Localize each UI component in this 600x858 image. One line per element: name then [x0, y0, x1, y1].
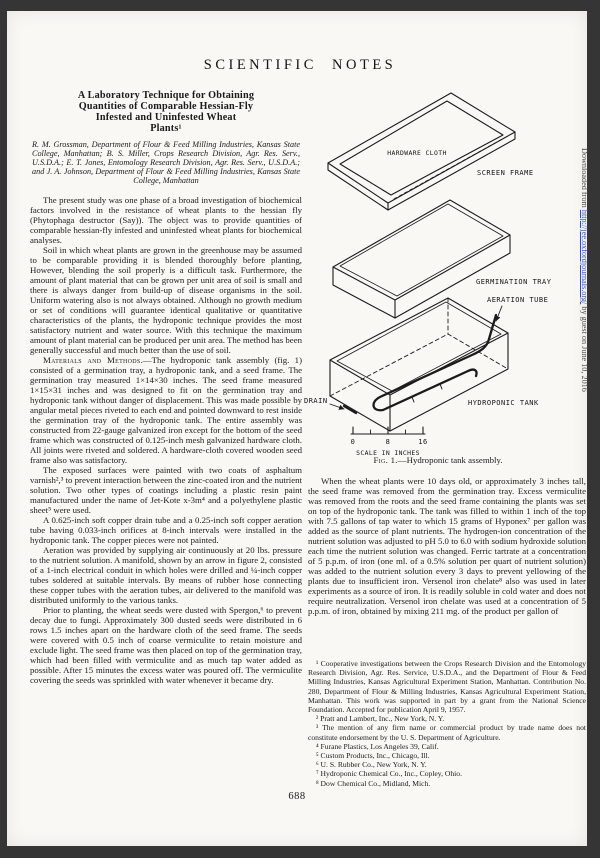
paragraph-planting: Prior to planting, the wheat seeds were dusted with Spergon,⁶ to prevent decay due to fungi. Approximately 300 dusted seeds were distributed in 6 rows 1.5 inches apart on the hardware cloth of the seed frame. The seeds were covered with 0.5 inch of coarse vermiculite to retain moisture and exclude light. The seed frame was then placed on top of the germination tray, which had been filled with vermiculite and as much tap water added as possible. After 15 minutes the excess water was poured off. The vermiculite covering the seeds was sprinkled with water whenever it became dry. — [30, 604, 302, 685]
screen-frame-label: SCREEN FRAME — [477, 169, 534, 177]
footnote: ¹ Cooperative investigations between the Crops Research Division and the Entomology Research Division, Agr. Res. Service, U.S.D.A., and the Department of Flour & Feed Milling Industries, Kansas Agricultural Experiment Station, Manhattan. Contribution No. 280, Department of Flour & Milling Industries, Kansas Agricultural Experiment Station, Manhattan. This work was supported in part by a grant from the National Science Foundation. Accepted for publication April 9, 1957. — [308, 659, 586, 715]
paragraph-intro: The present study was one phase of a broad investigation of biochemical factors involved in the resistance of wheat plants to the hessian fly (Phytophaga destructor (Say)). The object was to provide quantities of comparable hessian-fly infested and uninfested wheat plants for biochemical analyses. — [30, 194, 302, 245]
author-block: R. M. Grossman, Department of Flour & Feed Milling Industries, Kansas State College, Manhattan; B. S. Miller, Crops Research Division, Agr. Res. Serv., U.S.D.A.; E. T. Jones, Entomology Research Division, Agr. Res. Serv., U.S.D.A.; and J. A. Johnson, Department of Flour & Feed Milling Industries, Kansas State College, Manhattan — [32, 140, 300, 185]
hydroponic-tank-drawing — [304, 296, 548, 431]
footnote: ³ The mention of any firm name or commercial product by trade name does not constitute endorsement by the U. S. Department of Agriculture. — [308, 723, 586, 742]
footnote: ² Pratt and Lambert, Inc., New York, N. Y. — [316, 714, 445, 724]
scale-tick-16: 16 — [418, 438, 428, 446]
footnote: ⁸ Dow Chemical Co., Midland, Mich. — [316, 778, 431, 788]
figure-caption-text: —Hydroponic tank assembly. — [397, 455, 503, 465]
paragraph-coatings: The exposed surfaces were painted with two coats of asphaltum varnish²,³ to prevent interaction between the zinc-coated iron and the nutrient solution. Two other types of coatings including a plastic resin paint manufactured under the name of Jet-Kote x-3m⁴ and a polyethylene plastic sheet⁵ were used. — [30, 464, 302, 515]
scale-bar — [351, 427, 428, 457]
scale-in-inches-label: SCALE IN INCHES — [356, 449, 420, 457]
download-watermark — [577, 148, 589, 562]
page-number: 688 — [288, 791, 306, 802]
footnotes-block — [308, 659, 586, 788]
paragraph-aeration: Aeration was provided by supplying air continuously at 20 lbs. pressure to the nutrient solution. A manifold, shown by an arrow in figure 2, consisted of a 1-inch electrical conduit in which holes were drilled and ¼-inch copper tubes soldered at suitable intervals. By means of rubber hose connecting these copper tubes with the aeration tubes, air delivered to the manifold was distributed uniformly to the various tanks. — [30, 544, 302, 605]
screen-frame-drawing — [328, 93, 534, 210]
watermark-prefix: Downloaded from — [580, 148, 589, 210]
title-line: A Laboratory Technique for Obtaining — [77, 90, 255, 101]
scale-tick-8: 8 — [385, 438, 391, 446]
figure-caption — [318, 455, 558, 465]
paragraph-copper-tubes: A 0.625-inch soft copper drain tube and a 0.25-inch soft copper aeration tube having 0.033-inch orifices at 8-inch intervals were installed in the hydroponic tank. The copper pieces were not painted. — [30, 514, 302, 545]
hardware-cloth-label: HARDWARE CLOTH — [387, 149, 447, 157]
footnote: ⁶ U. S. Rubber Co., New York, N. Y. — [316, 760, 427, 770]
aeration-tube-arrow — [496, 306, 502, 321]
figure-caption-number: Fig. 1. — [373, 455, 398, 465]
germination-tray-label: GERMINATION TRAY — [476, 278, 552, 286]
footnote: ⁴ Furane Plastics, Los Angeles 39, Calif. — [316, 741, 439, 751]
section-heading-materials-and-methods: Materials and Methods — [43, 354, 141, 365]
title-line: Plants¹ — [150, 123, 182, 134]
figure-1-drawing — [300, 85, 585, 463]
paragraph-methods-text: .—The hydroponic tank assembly (fig. 1) consisted of a germination tray, a hydroponic tank, and a seed frame. The germination tray measured 1×14×30 inches. The seed frame measured 1×15×31 inches and was designed to fit on the germination tray and hydroponic tank without danger of displacement. This was made possible by angular metal pieces riveted to each end and pointed downward to rest inside the germination tray of the hydroponic tank. The entire assembly was constructed from 22-gauge galvanized iron except for the bottom of the seed frame which was constructed of 0.125-inch mesh galvanized hardware cloth. All joints were riveted and soldered. A hardware-cloth covered wooden seed frame also was satisfactory. — [30, 354, 302, 465]
aeration-tube-label: AERATION TUBE — [487, 296, 549, 304]
left-column — [30, 90, 302, 685]
watermark-suffix: by guest on June 10, 2016 — [580, 304, 589, 392]
scale-tick-0: 0 — [350, 438, 356, 446]
right-column — [308, 476, 586, 616]
journal-header: SCIENTIFIC NOTES — [203, 57, 397, 73]
paragraph-soil: Soil in which wheat plants are grown in the greenhouse may be assumed to be comparable providing it is blended thoroughly before planting, However, blending the soil properly is a difficult task. Furthermore, the amount of plant material that can be grown per unit area of soil is small and there is always danger from build-up of disease organisms in the soil. Uniform watering also is not always obtained. Although no growth medium or set of conditions will guarantee identical qualitative or quantitative characteristics of the plants, the hydroponic technique provides the most satisfactory nutrient and water source. With this technique the maximum amount of plant material can be produced per unit area. The method has been generally successful and much better than the use of soil. — [30, 244, 302, 355]
footnote: ⁷ Hydroponic Chemical Co., Inc., Copley, Ohio. — [316, 769, 462, 779]
title-line: Quantities of Comparable Hessian-Fly — [78, 101, 254, 112]
article-title — [36, 90, 296, 134]
watermark-url-link[interactable]: http://jee.oxfordjournals.org/ — [580, 209, 589, 305]
paragraph-methods — [30, 355, 302, 465]
paragraph-when-plants: When the wheat plants were 10 days old, or approximately 3 inches tall, the seed frame was removed from the germination tray. Excess vermiculite was removed from the roots and the seed frame containing the plants was set on top of the hydroponic tank. The tank was filled to within 1 inch of the top with 7.5 gallons of tap water to which 15 grams of Hyponex⁷ per gallon was added as the source of plant nutrients. The hydrogen-ion concentration of the nutrient solution was adjusted to pH 5.0 to 6.0 with sodium hydroxide solution each time the nutrient solution was changed. Ferric tartrate at a concentration of 5 p.p.m. of iron (one ml. of a 0.5% solution per quart of nutrient solution) was added to the nutrient solution every 3 days to prevent yellowing of the plants due to insufficient iron. Versenol iron chelate⁸ also was used in later experiments as a source of iron. It is readily soluble in cold water and does not require neutralization. Versenol iron chelate was used at a concentration of 5 p.p.m. of iron, obtained by mixing 211 mg. of the product per gallon of — [308, 476, 586, 616]
aeration-tube-drawing — [374, 315, 496, 410]
title-line: Infested and Uninfested Wheat — [95, 112, 237, 123]
hydroponic-tank-label: HYDROPONIC TANK — [468, 399, 539, 407]
drain-arrow — [330, 404, 344, 409]
drain-label: DRAIN — [304, 397, 328, 405]
footnote: ⁵ Custom Products, Inc., Chicago, Ill. — [316, 751, 430, 761]
